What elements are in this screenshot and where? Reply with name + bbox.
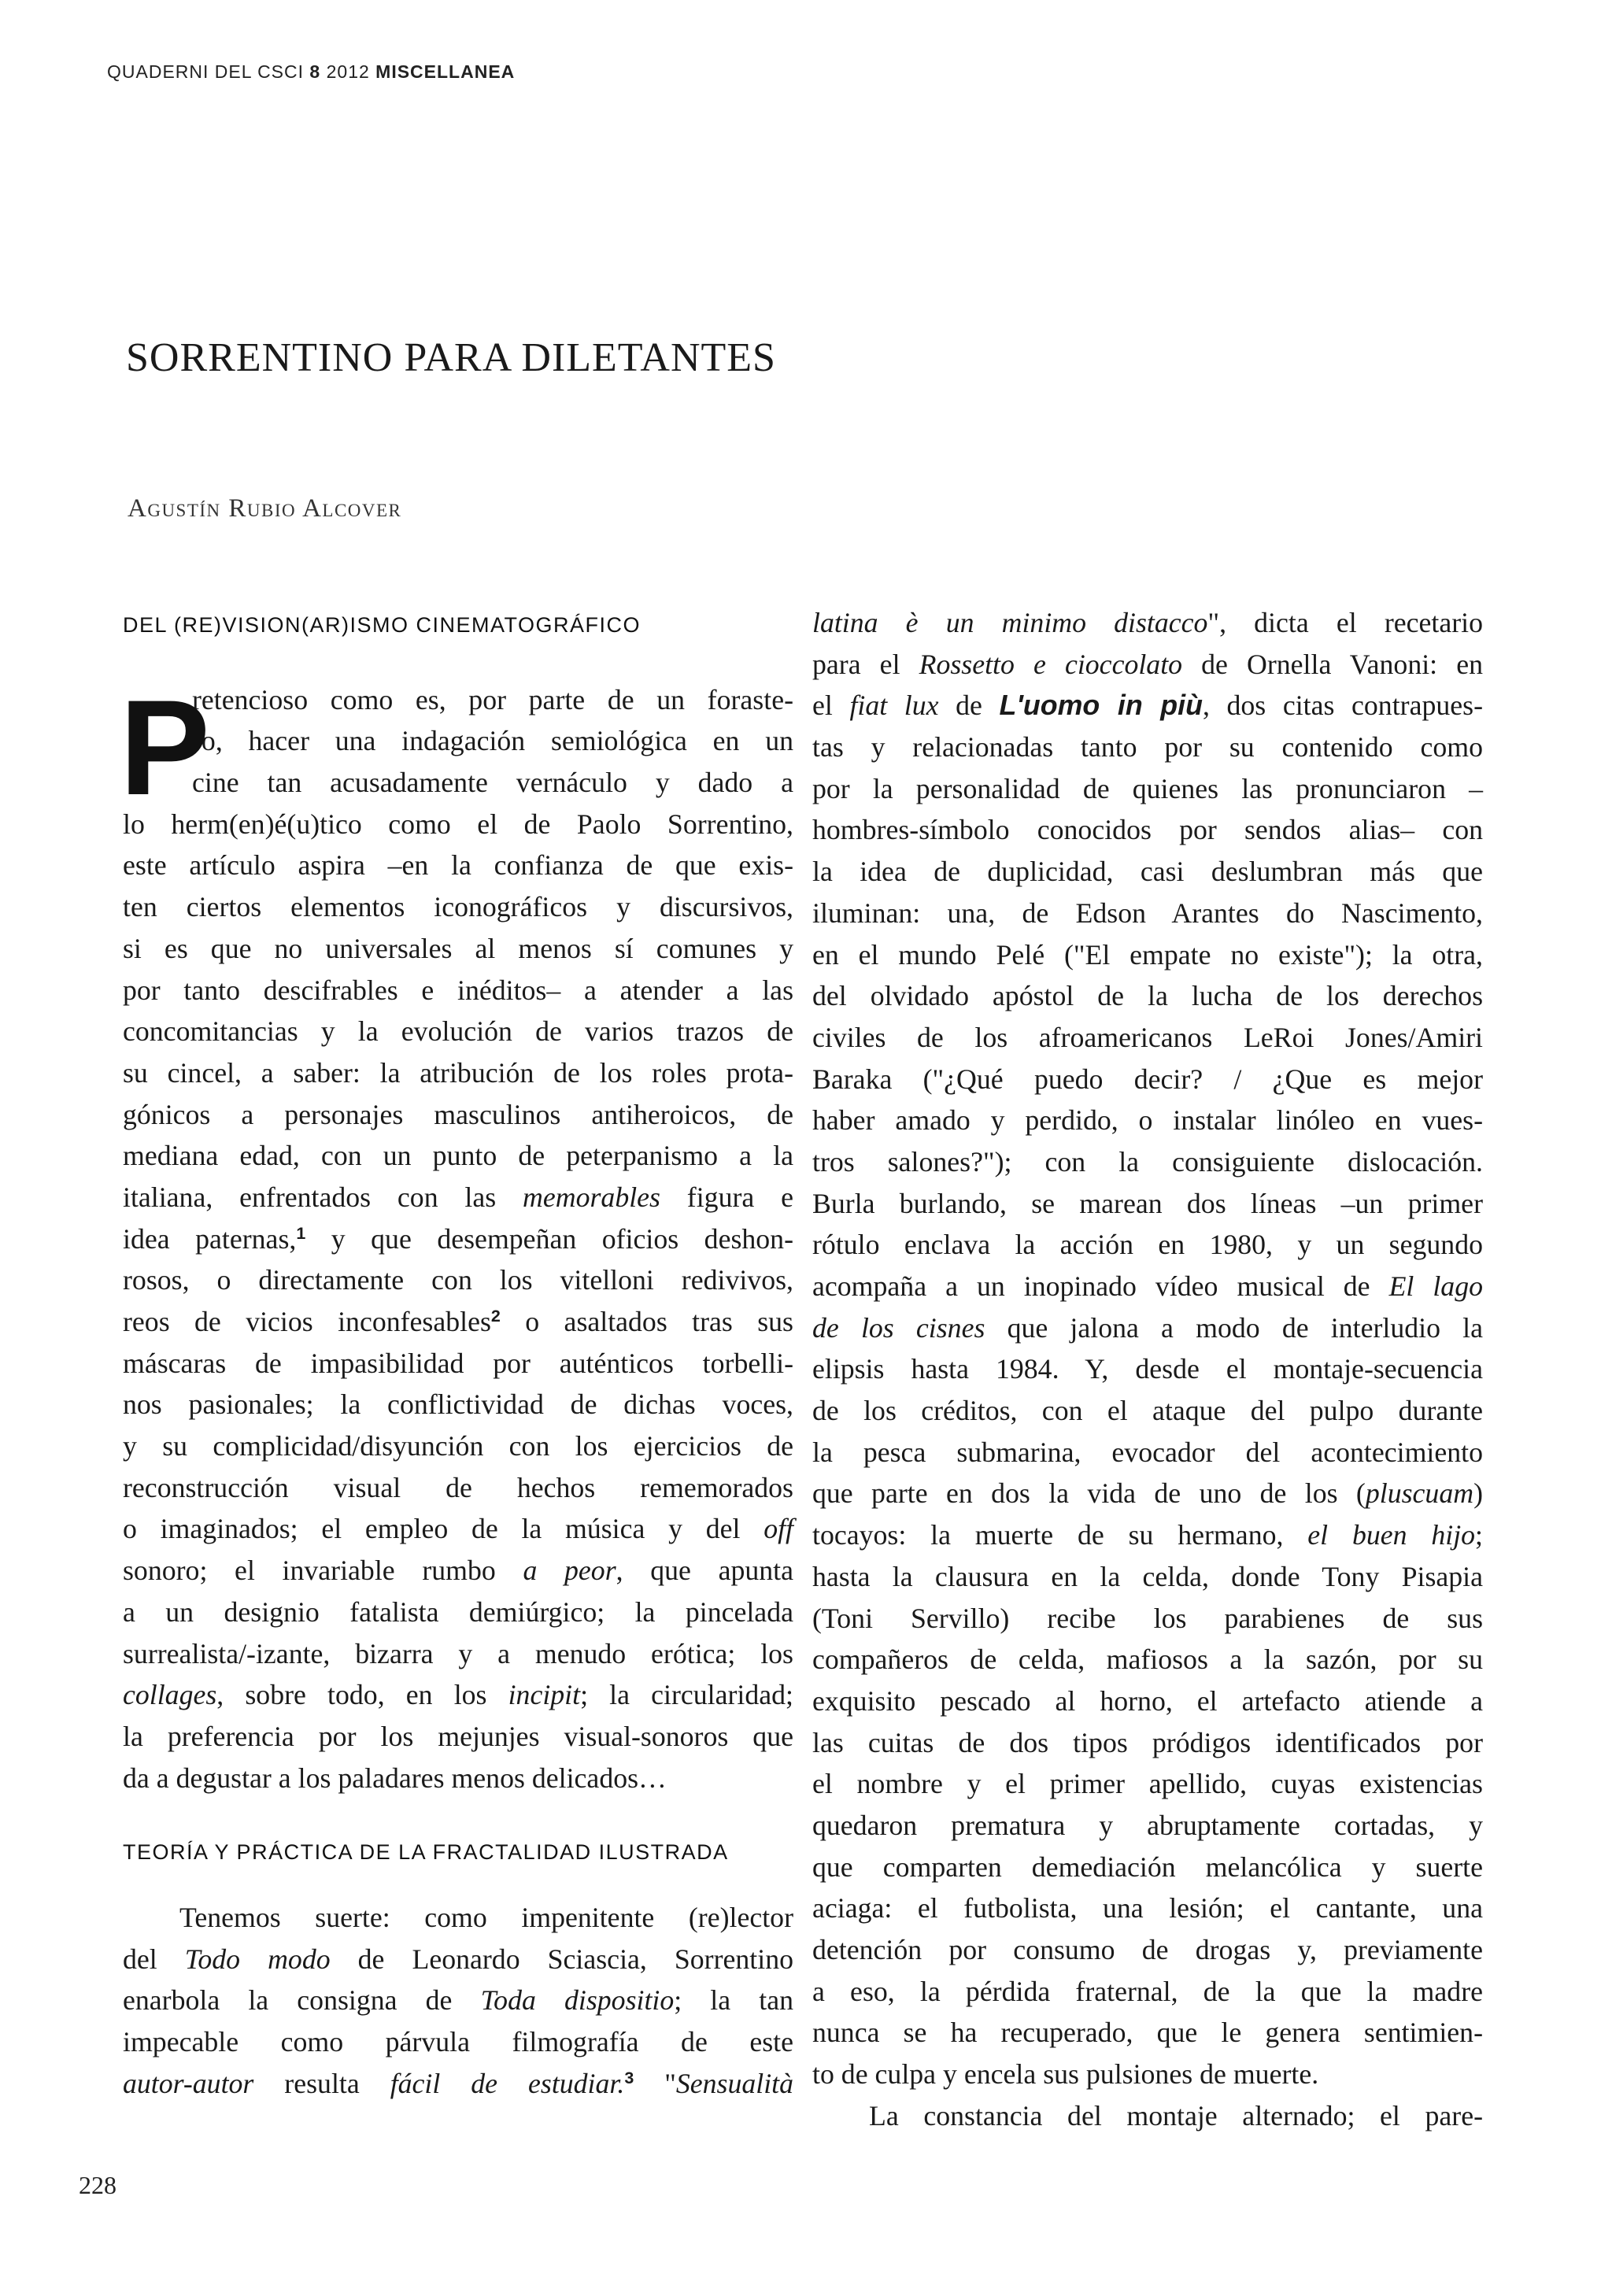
text-line: Burla burlando, se marean dos líneas –un primer: [812, 1187, 1483, 1219]
text-line: reconstrucción visual de hechos rememorados: [123, 1471, 793, 1503]
text-line: impecable como párvula filmografía de este: [123, 2026, 793, 2058]
section-heading: DEL (RE)VISION(AR)ISMO CINEMATOGRÁFICO: [123, 613, 641, 637]
text-line: para el Rossetto e cioccolato de Ornella Vanoni: en: [812, 648, 1483, 680]
text-line: (Toni Servillo) recibe los parabienes de sus: [812, 1602, 1483, 1634]
text-line: o imaginados; el empleo de la música y del off: [123, 1513, 793, 1545]
text-line: a eso, la pérdida fraternal, de la que la madre: [812, 1975, 1483, 2007]
film-title: L'uomo in più: [999, 690, 1203, 722]
text-line: cine tan acusadamente vernáculo y dado a: [192, 767, 793, 799]
text-line: da a degustar a los paladares menos delicados…: [123, 1762, 667, 1794]
text-line: enarbola la consigna de Toda dispositio; la tan: [123, 1984, 793, 2017]
text-line: nos pasionales; la conflictividad de dichas voces,: [123, 1388, 793, 1421]
text-line: elipsis hasta 1984. Y, desde el montaje-secuencia: [812, 1353, 1483, 1385]
text-line: ro, hacer una indagación semiológica en un: [192, 725, 793, 757]
section-name: MISCELLANEA: [375, 61, 516, 82]
text-line: idea paternas,$^1$ y que desempeñan oficios deshon-: [123, 1222, 794, 1255]
left-column: [120, 605, 794, 2104]
text-line: concomitancias y la evolución de varios trazos de: [123, 1015, 793, 1048]
article-title: SORRENTINO PARA DILETANTES: [126, 335, 776, 380]
text-line: el nombre y el primer apellido, cuyas existencias: [812, 1768, 1483, 1800]
text-line: por la personalidad de quienes las pronunciaron –: [812, 772, 1483, 804]
text-line: la idea de duplicidad, casi deslumbran más que: [812, 856, 1483, 888]
text-line: que parte en dos la vida de uno de los (pluscuam): [812, 1477, 1483, 1510]
text-line: hombres-símbolo conocidos por sendos alias– con: [812, 814, 1483, 846]
text-line: nunca se ha recuperado, que le genera sentimien-: [812, 2017, 1483, 2049]
text-line: el fiat lux de L'uomo in più, dos citas contrapues-: [812, 690, 1484, 722]
text-line: rosos, o directamente con los vitelloni redivivos,: [123, 1264, 793, 1296]
text-line: su cincel, a saber: la atribución de los roles prota-: [123, 1056, 793, 1089]
text-line: surrealista/-izante, bizarra y a menudo erótica; los: [123, 1637, 793, 1669]
text-line: del Todo modo de Leonardo Sciascia, Sorrentino: [123, 1943, 793, 1975]
text-line: la pesca submarina, evocador del acontecimiento: [812, 1436, 1483, 1468]
text-line: acompaña a un inopinado vídeo musical de El lago: [812, 1270, 1484, 1302]
text-line: civiles de los afroamericanos LeRoi Jones/Amiri: [812, 1021, 1483, 1053]
right-column: [812, 602, 1483, 2136]
text-line: Baraka ("¿Qué puedo decir? / ¿Que es mejor: [812, 1063, 1483, 1095]
paragraph: [120, 671, 794, 1799]
text-line: tas y relacionadas tanto por su contenido como: [812, 731, 1483, 763]
journal-name: QUADERNI DEL CSCI: [107, 61, 305, 82]
text-line: ten ciertos elementos iconográficos y discursivos,: [123, 891, 793, 923]
text-line: a un designio fatalista demiúrgico; la pincelada: [123, 1595, 793, 1628]
page-number: 228: [79, 2171, 116, 2199]
text-line: tocayos: la muerte de su hermano, el buen hijo;: [812, 1519, 1483, 1551]
text-line: si es que no universales al menos sí comunes y: [123, 932, 793, 964]
text-line: autor-autor resulta fácil de estudiar.$^3$ "Sensualità: [123, 2067, 793, 2099]
text-line: iluminan: una, de Edson Arantes do Nascimento,: [812, 897, 1483, 929]
year: 2012: [326, 61, 370, 82]
text-line: este artículo aspira –en la confianza de que exis-: [123, 849, 793, 882]
text-line: haber amado y perdido, o instalar linóleo en vues-: [812, 1104, 1483, 1137]
text-line: lo herm(en)é(u)tico como el de Paolo Sorrentino,: [123, 808, 793, 840]
text-line: aciaga: el futbolista, una lesión; el cantante, una: [812, 1892, 1483, 1924]
text-line: exquisito pescado al horno, el artefacto atiende a: [812, 1684, 1483, 1717]
drop-cap: P: [120, 671, 210, 823]
text-line: reos de vicios inconfesables$^2$ o asaltados tras sus: [123, 1306, 793, 1337]
text-line: sonoro; el invariable rumbo a peor, que apunta: [123, 1555, 794, 1587]
text-line: del olvidado apóstol de la lucha de los derechos: [812, 980, 1483, 1012]
text-line: la preferencia por los mejunjes visual-sonoros que: [123, 1720, 793, 1752]
section-heading: TEORÍA Y PRÁCTICA DE LA FRACTALIDAD ILUSTRADA: [123, 1840, 729, 1865]
text-line: quedaron prematura y abruptamente cortadas, y: [812, 1809, 1483, 1841]
text-line: collages, sobre todo, en los incipit; la circularidad;: [123, 1679, 793, 1711]
running-head: [107, 61, 515, 83]
text-line: por tanto descifrables e inéditos– a atender a las: [123, 974, 793, 1006]
text-line: Tenemos suerte: como impenitente (re)lector: [179, 1901, 793, 1933]
text-line: to de culpa y encela sus pulsiones de muerte.: [812, 2058, 1319, 2091]
text-line: mediana edad, con un punto de peterpanismo a la: [123, 1140, 793, 1172]
text-line: las cuitas de dos tipos pródigos identificados por: [812, 1726, 1483, 1758]
text-line: retencioso como es, por parte de un foraste-: [192, 683, 793, 715]
text-line: tros salones?"); con la consiguiente dislocación.: [812, 1145, 1483, 1178]
text-line: italiana, enfrentados con las memorables figura e: [123, 1181, 793, 1213]
text-line: que comparten demediación melancólica y suerte: [812, 1850, 1483, 1883]
text-line: gónicos a personajes masculinos antiheroicos, de: [123, 1098, 793, 1130]
footnote-ref: 3: [624, 2068, 634, 2087]
footnote-ref: 1: [296, 1223, 306, 1243]
article-author: Agustín Rubio Alcover: [128, 494, 402, 523]
text-line: en el mundo Pelé ("El empate no existe"); la otra,: [812, 938, 1483, 971]
text-line: latina è un minimo distacco", dicta el recetario: [812, 607, 1484, 638]
text-line: hasta la clausura en la celda, donde Tony Pisapia: [812, 1560, 1483, 1592]
text-line: La constancia del montaje alternado; el pare-: [869, 2099, 1483, 2131]
text-line: máscaras de impasibilidad por auténticos torbelli-: [123, 1347, 793, 1379]
text-line: de los créditos, con el ataque del pulpo durante: [812, 1395, 1483, 1427]
text-line: detención por consumo de drogas y, previamente: [812, 1934, 1483, 1965]
footnote-ref: 2: [490, 1307, 501, 1326]
paragraph: [123, 1897, 793, 2104]
text-line: y su complicidad/disyunción con los ejercicios de: [123, 1430, 793, 1462]
text-line: compañeros de celda, mafiosos a la sazón, por su: [812, 1643, 1483, 1676]
text-line: rótulo enclava la acción en 1980, y un segundo: [812, 1229, 1483, 1261]
issue-number: 8: [309, 61, 321, 82]
text-line: de los cisnes que jalona a modo de interludio la: [812, 1311, 1483, 1344]
